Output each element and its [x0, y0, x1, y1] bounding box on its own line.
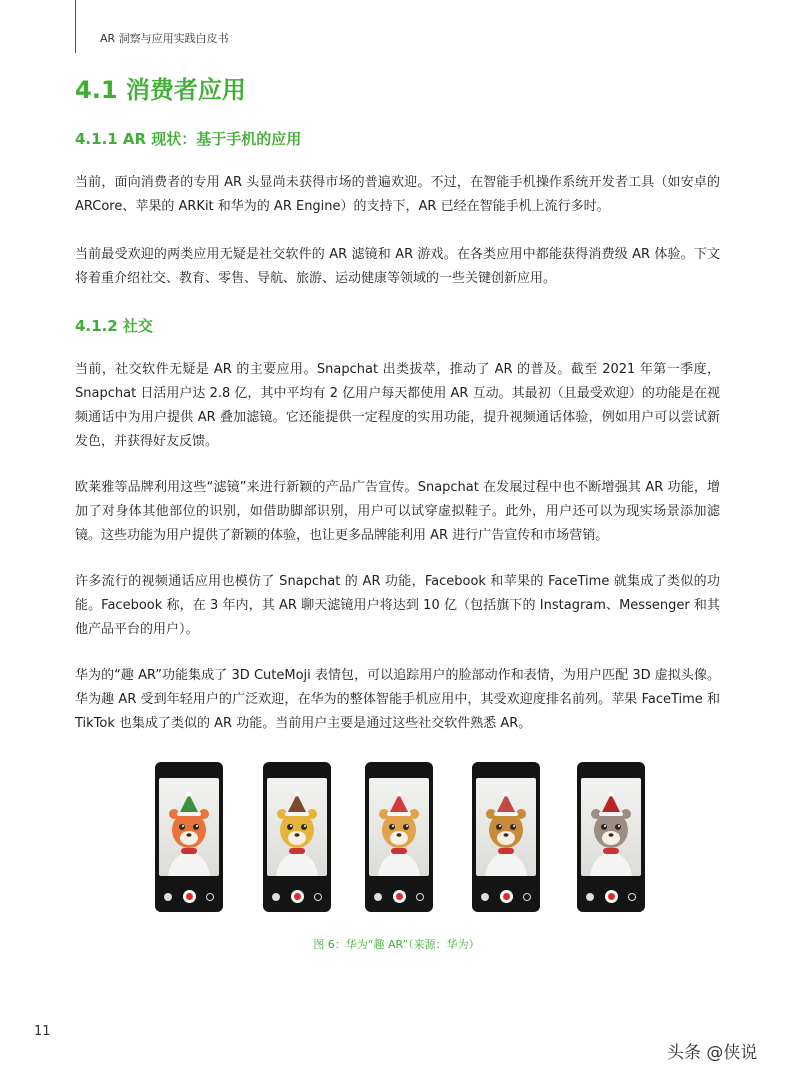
flip-camera-icon [523, 893, 531, 901]
subsection-title-social: 4.1.2 社交 [75, 317, 153, 335]
shutter-icon [393, 890, 406, 903]
lion-avatar-drawing [476, 784, 536, 876]
gallery-icon [586, 893, 594, 901]
paragraph: 当前，社交软件无疑是 AR 的主要应用。Snapchat 出类拔萃，推动了 AR 的普及。截至 2021 年第一季度，Snapchat 日活用户达 2.8 亿，其中平均有 2 亿用户每天都使用 AR 互动。其最初（且最受欢迎）的功能是在视频通话中为用户提供 AR 叠加滤镜。它还能提供一定程度的实用功能，提升视频通话体验，例如用户可以尝试新发色，并获得好友反馈。 [75, 362, 720, 449]
paragraph: 当前，面向消费者的专用 AR 头显尚未获得市场的普遍欢迎。不过，在智能手机操作系统开发者工具（如安卓的 ARCore、苹果的 ARKit 和华为的 AR Engine）的支持下，AR 已经在智能手机上流行多时。 [75, 175, 720, 214]
tiger-avatar-drawing [267, 784, 327, 876]
figure-phones [155, 762, 645, 912]
fox-avatar-drawing [159, 784, 219, 876]
flip-camera-icon [314, 893, 322, 901]
phone-screenshot [577, 762, 645, 912]
phone-screenshot [472, 762, 540, 912]
paragraph: 许多流行的视频通话应用也模仿了 Snapchat 的 AR 功能，Facebook 和苹果的 FaceTime 就集成了类似的功能。Facebook 称，在 3 年内，其 AR 聊天滤镜用户将达到 10 亿（包括旗下的 Instagram、Messenger 和其他产品平台的用户）。 [75, 574, 720, 637]
section-title: 4.1 消费者应用 [75, 76, 246, 104]
paragraph: 欧莱雅等品牌利用这些“滤镜”来进行新颖的产品广告宣传。Snapchat 在发展过程中也不断增强其 AR 功能，增加了对身体其他部位的识别，如借助脚部识别，用户可以试穿虚拟鞋子。此外，用户还可以为现实场景添加滤镜。这些功能为用户提供了新颖的体验，也让更多品牌能利用 AR 进行广告宣传和市场营销。 [75, 480, 720, 543]
paragraph: 华为的“趣 AR”功能集成了 3D CuteMoji 表情包，可以追踪用户的脸部动作和表情，为用户匹配 3D 虚拟头像。华为趣 AR 受到年轻用户的广泛欢迎，在华为的整体智能手机应用中，其受欢迎度排名前列。苹果 FaceTime 和 TikTok 也集成了类似的 AR 功能。当前用户主要是通过这些社交软件熟悉 AR。 [75, 668, 720, 731]
figure-caption: 图 6：华为“趣 AR”（来源：华为） [313, 938, 480, 951]
fox-avatar [159, 778, 219, 876]
bear-avatar-drawing [369, 784, 429, 876]
bear-avatar [369, 778, 429, 876]
phone-screenshot [263, 762, 331, 912]
tiger-avatar [267, 778, 327, 876]
shutter-icon [500, 890, 513, 903]
flip-camera-icon [628, 893, 636, 901]
owl-avatar-drawing [581, 784, 641, 876]
lion-avatar [476, 778, 536, 876]
header-title: AR 洞察与应用实践白皮书 [100, 32, 229, 45]
header-rule [75, 0, 76, 53]
paragraph: 当前最受欢迎的两类应用无疑是社交软件的 AR 滤镜和 AR 游戏。在各类应用中都能获得消费级 AR 体验。下文将着重介绍社交、教育、零售、导航、旅游、运动健康等领域的一些关键创新应用。 [75, 247, 720, 286]
phone-screenshot [155, 762, 223, 912]
shutter-icon [605, 890, 618, 903]
owl-avatar [581, 778, 641, 876]
shutter-icon [291, 890, 304, 903]
gallery-icon [374, 893, 382, 901]
watermark: 头条 @侠说 [667, 1043, 758, 1063]
gallery-icon [272, 893, 280, 901]
flip-camera-icon [416, 893, 424, 901]
subsection-title-ar-status: 4.1.1 AR 现状：基于手机的应用 [75, 130, 302, 148]
gallery-icon [481, 893, 489, 901]
gallery-icon [164, 893, 172, 901]
shutter-icon [183, 890, 196, 903]
phone-screenshot [365, 762, 433, 912]
page-number: 11 [34, 1024, 51, 1039]
flip-camera-icon [206, 893, 214, 901]
